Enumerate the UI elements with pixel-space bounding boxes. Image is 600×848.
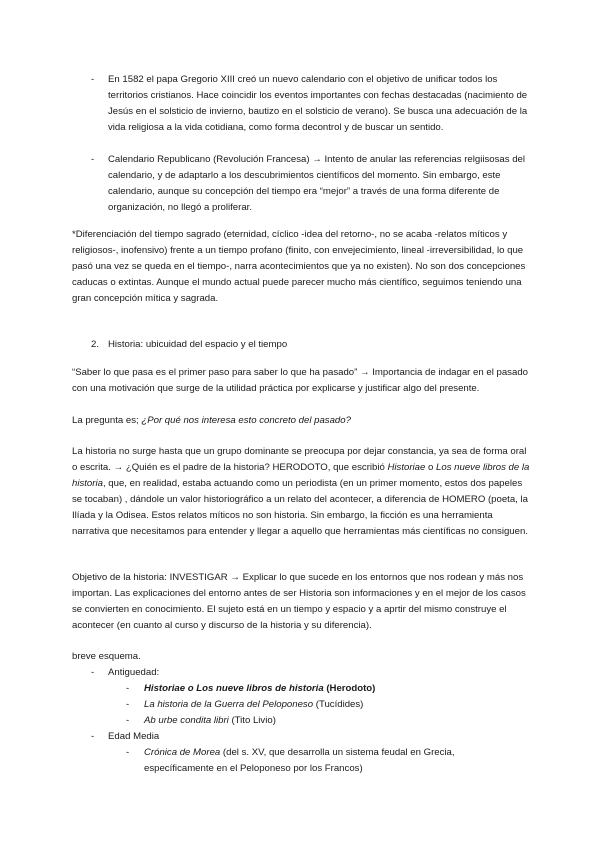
outline-intro: breve esquema. xyxy=(72,651,141,662)
list-bullet: - xyxy=(91,731,95,742)
objective-paragraph: Objetivo de la historia: INVESTIGAR → Explicar lo que sucede en los entornos que nos rodean y más nos importan. Las explicaciones del entorno antes de ser Historia son informaciones y en el mejor de los casos se convierten en conocimiento. El sujeto está en un tiempo y espacio y a aprtir del mismo construye el acontecer (en cuanto al curso y discurso de la historia y su diferencia). xyxy=(72,572,526,631)
list-item-gregorian-calendar: En 1582 el papa Gregorio XIII creó un nuevo calendario con el objetivo de unificar todos los territorios cristianos. Hace coincidir los eventos importantes con fechas destacadas (nacimiento de Jesús en el solsticio de invierno, bautizo en el solsticio de verano). Se busca una adecuación de la vida religiosa a la vida cotidiana, como forma decontrol y de buscar un sentido. xyxy=(108,74,528,133)
section-number: 2. xyxy=(91,339,100,350)
question-lead: La pregunta es; xyxy=(72,415,142,426)
list-bullet: - xyxy=(91,74,95,85)
outline-antiguedad: Antiguedad: xyxy=(108,667,160,678)
origin-text: , que, en realidad, estaba actuando como un periodista (en un primer momento, estos dos papeles se tocaban) , dándole un valor historiográfico a un relato del acontecer, a diferencia de HOMERO (poeta, la Ilíada y la Odisea. Estos relatos míticos no son historia. Sin embargo, la ficción es una herramienta narrativa que necesitamos para entender y llegar a aquello que herramientas más científicas no consiguen. xyxy=(72,478,528,537)
list-bullet: - xyxy=(126,699,130,710)
note-paragraph: *Diferenciación del tiempo sagrado (eternidad, cíclico -idea del retorno-, no se acaba -relatos míticos y religiosos-, inofensivo) frente a un tiempo profano (finito, con envejecimiento, lineal -irreversibilidad, lo que pasó una vez se queda en el tiempo-, narra acontecimientos que ya no existen). No son dos concepciones caducas o extintas. Aunque el mundo actual puede parecer mucho más científico, seguimos teniendo una gran concepción mítica y sagrada. xyxy=(72,229,526,304)
list-bullet: - xyxy=(126,683,130,694)
quote-paragraph: “Saber lo que pasa es el primer paso para saber lo que ha pasado” → Importancia de indagar en el pasado con una motivación que surge de la utilidad práctica por explicarse y justificar algo del presente. xyxy=(72,367,528,394)
question-text: ¿Por qué nos interesa esto concreto del pasado? xyxy=(141,415,351,426)
origin-title-historiae: Historiae xyxy=(387,462,426,473)
list-bullet: - xyxy=(91,154,95,165)
origin-title-nueve-libros: Los nueve libros de la historia xyxy=(72,462,530,489)
outline-edad-media: Edad Media xyxy=(108,731,160,742)
list-bullet: - xyxy=(91,667,95,678)
origin-paragraph xyxy=(72,444,530,540)
list-bullet: - xyxy=(126,715,130,726)
outline-item-tucidides: La historia de la Guerra del Peloponeso (Tucídides) xyxy=(144,699,364,710)
list-bullet: - xyxy=(126,747,130,758)
outline-item-cronica-morea: Crónica de Morea (del s. XV, que desarrolla un sistema feudal en Grecia, específicamente en el Peloponeso por los Francos) xyxy=(144,747,455,774)
section-heading: Historia: ubicuidad del espacio y el tiempo xyxy=(108,339,288,350)
origin-text: o xyxy=(425,462,437,473)
question-line xyxy=(72,413,530,429)
outline-item-herodoto: Historiae o Los nueve libros de historia (Herodoto) xyxy=(144,683,376,694)
list-item-republican-calendar: Calendario Republicano (Revolución Francesa) → Intento de anular las referencias relgiisosas del calendario, y de adaptarlo a los descubrimientos científicos del momento. Sin embargo, este calendario, aunque su concepción del tiempo era “mejor” a través de una forma diferente de organización, no llegó a proliferar. xyxy=(108,154,526,213)
origin-text: La historia no surge hasta que un grupo dominante se preocupa por dejar constancia, ya sea de forma oral o escrita. → ¿Quién es el padre de la historia? HERODOTO, que escribió xyxy=(72,446,527,473)
outline-item-tito-livio: Ab urbe condita libri (Tito Livio) xyxy=(144,715,276,726)
